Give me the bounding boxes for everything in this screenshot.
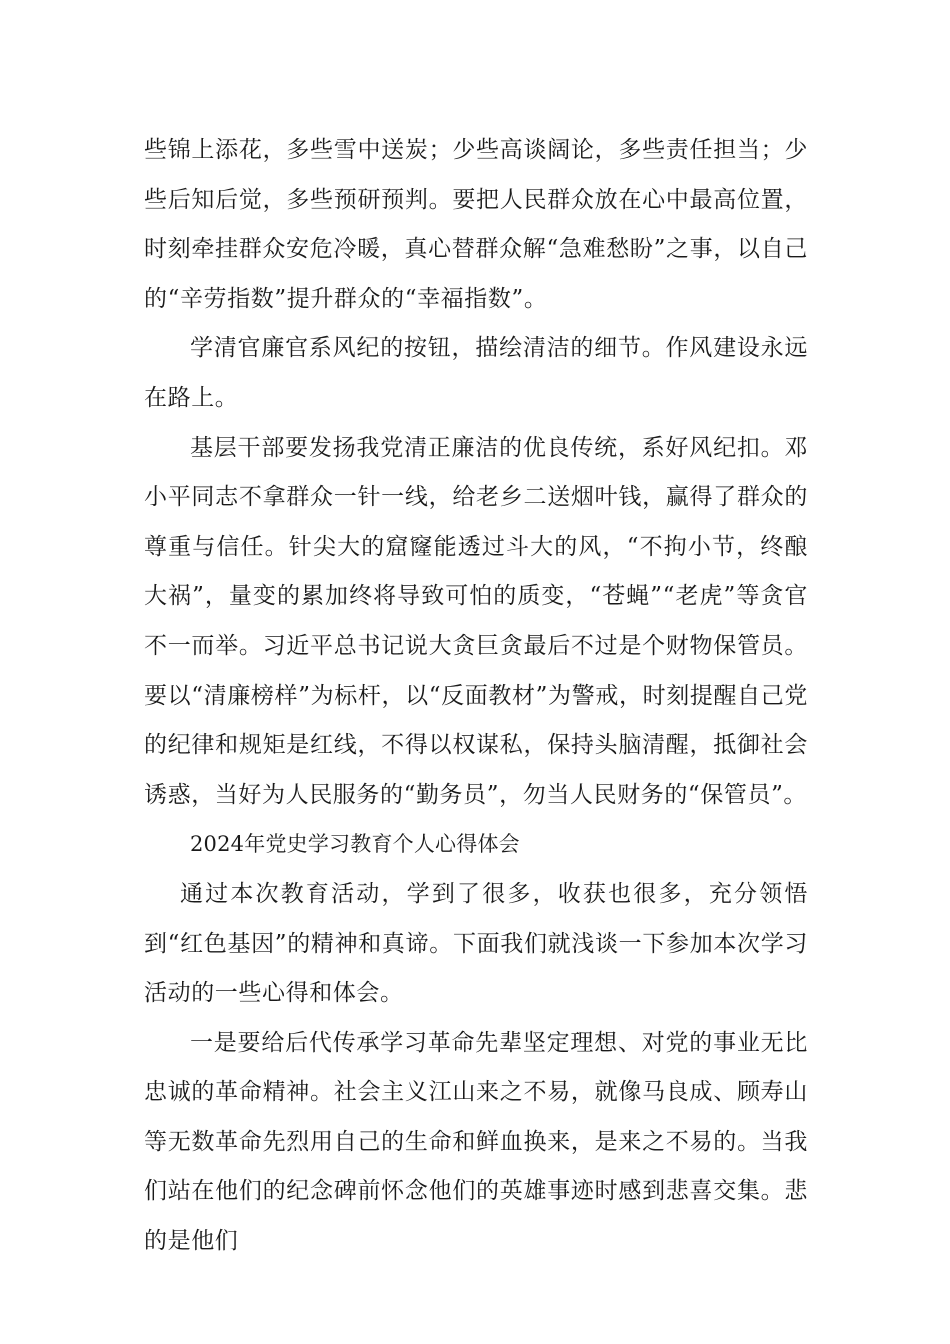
paragraph-clean-governance: 基层干部要发扬我党清正廉洁的优良传统，系好风纪扣。邓小平同志不拿群众一针一线，给老乡二送烟叶钱，赢得了群众的尊重与信任。针尖大的窟窿能透过斗大的风，“不拘小节，终酿大祸”，量变的累加终将导致可怕的质变，“苍蝇”“老虎”等贪官不一而举。习近平总书记说大贪巨贪最后不过是个财物保管员。要以“清廉榜样”为标杆，以“反面教材”为警戒，时刻提醒自己党的纪律和规矩是红线，不得以权谋私，保持头脑清醒，抵御社会诱惑，当好为人民服务的“勤务员”，勿当人民财务的“保管员”。: [144, 434, 808, 808]
paragraph-style-integrity: 学清官廉官系风纪的按钮，描绘清洁的细节。作风建设永远在路上。: [144, 335, 808, 411]
document-body: [144, 126, 808, 1267]
paragraph-point-one: 一是要给后代传承学习革命先辈坚定理想、对党的事业无比忠诚的革命精神。社会主义江山来之不易，就像马良成、顾寿山等无数革命先烈用自己的生命和鲜血换来，是来之不易的。当我们站在他们的纪念碑前怀念他们的英雄事迹时感到悲喜交集。悲的是他们: [144, 1029, 808, 1255]
paragraph-intro: 通过本次教育活动，学到了很多，收获也很多，充分领悟到“红色基因”的精神和真谛。下面我们就浅谈一下参加本次学习活动的一些心得和体会。: [144, 880, 808, 1007]
section-heading: 2024年党史学习教育个人心得体会: [190, 832, 520, 857]
paragraph-continued: 些锦上添花，多些雪中送炭；少些高谈阔论，多些责任担当；少些后知后觉，多些预研预判。要把人民群众放在心中最高位置，时刻牵挂群众安危冷暖，真心替群众解“急难愁盼”之事，以自己的“辛劳指数”提升群众的“幸福指数”。: [144, 137, 808, 312]
